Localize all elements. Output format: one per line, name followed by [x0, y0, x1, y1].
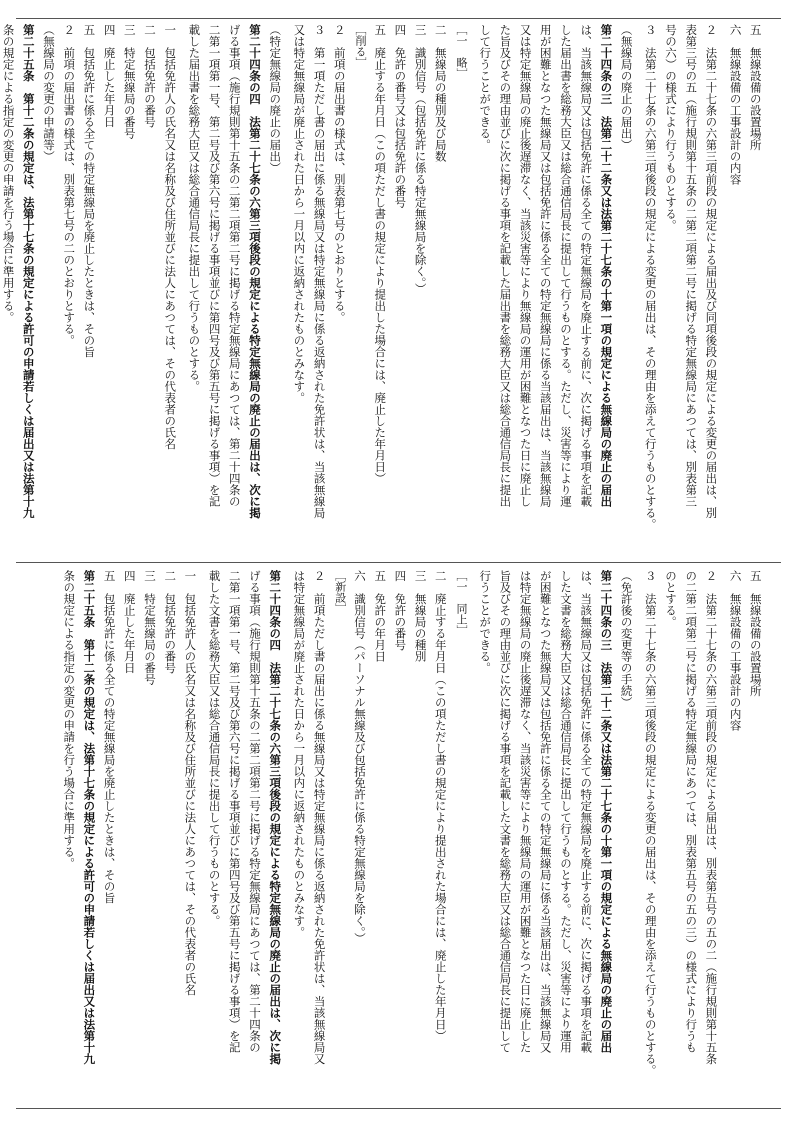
text-column: 二第一項第一号、第二号及び第六号に掲げる事項並びに第四号及び第五号に掲げる事項）を記	[207, 24, 222, 507]
text-column: 五 無線設備の設置場所	[748, 570, 763, 697]
text-column: 六 無線設備の工事設計の内容	[728, 24, 743, 185]
text-column: の二第二項第二号に掲げる特定無線局にあつては、別表第五号の五の三）の様式により行うも	[684, 570, 699, 1053]
text-column: は、当該無線局又は包括免許に係る全ての特定無線局を廃止する前に、次に掲げる事項を記載	[579, 570, 594, 1053]
text-column: 五 包括免許に係る全ての特定無線局を廃止したときは、その旨	[82, 24, 97, 358]
text-column: ［削る］	[354, 24, 367, 68]
upper-section	[1, 24, 781, 556]
middle-rule	[16, 562, 781, 563]
text-column: 条の規定による指定の変更の申請を行う場合に準用する。	[1, 24, 16, 323]
text-column: 六 識別信号（パーソナル無線及び包括免許に係る特定無線局を除く。）	[353, 570, 367, 944]
text-column: 三 無線局の種別	[413, 570, 428, 662]
text-column: した文書を総務大臣又は総合通信局長に提出して行うものとする。ただし、災害等により運用	[559, 570, 573, 1053]
text-column: 四 免許の番号又は包括免許の番号	[393, 24, 408, 208]
text-column: した届出書を総務大臣又は総合通信局長に提出して行うものとする。ただし、災害等により運	[559, 24, 573, 507]
text-column: 五 廃止する年月日（この項ただし書の規定により提出した場合には、廃止した年月日）	[373, 24, 388, 484]
text-column: 一 包括免許人の氏名又は名称及び住所並びに法人にあつては、その代表者の氏名	[183, 570, 198, 996]
text-column: は特定無線局が廃止された日から一月以内に返納されたものとみなす。	[292, 570, 307, 938]
lower-section	[16, 570, 781, 1102]
text-column: （無線局の変更の申請等）	[42, 24, 56, 162]
text-column: 載した文書を総務大臣又は総合通信局長に提出して行うものとする。	[207, 570, 222, 927]
text-column: 三 特定無線局の番号	[122, 24, 137, 139]
text-column: 四 廃止した年月日	[102, 24, 117, 128]
text-column: が困難となつた無線局又は包括免許に係る全ての特定無線局に係る当該届出は、当該無線局又	[538, 570, 553, 1053]
text-column: ［新設］	[333, 570, 347, 614]
text-column: は特定無線局の廃止後遅滞なく、当該災害等により無線局の運用が困難となつた日に廃止した	[518, 570, 533, 1053]
text-column: ３ 第一項ただし書の届出に係る無線局又は特定無線局に係る返納された免許状は、当該無線局	[312, 24, 327, 519]
text-column: 六 無線設備の工事設計の内容	[728, 570, 743, 731]
text-column: 表第三号の五（施行規則第十五条の二第二項第二号に掲げる特定無線局にあつては、別表第三	[684, 24, 699, 507]
text-column: げる事項（施行規則第十五条の二第二項第二号に掲げる特定無線局にあつては、第二十四条の	[227, 24, 242, 507]
top-rule	[16, 18, 781, 19]
text-column: 用が困難となつた無線局又は包括免許に係る全ての特定無線局に係る当該届出は、当該無線局	[538, 24, 553, 507]
text-column: ３ 法第二十七条の六第三項後段の規定による変更の届出は、その理由を添えて行うものとする。	[643, 24, 658, 530]
text-column: 第二十五条 第十二条の規定は、法第十七条の規定による許可の申請若しくは届出又は法第十九	[21, 24, 36, 519]
text-column: た旨及びその理由並びに次に掲げる事項を記載した届出書を総務大臣又は総合通信局長に提出	[498, 24, 513, 507]
text-column: 二 廃止する年月日（この項ただし書の規定により提出された場合には、廃止した年月日）	[433, 570, 448, 1042]
text-column: （免許後の変更等の手続）	[619, 570, 634, 708]
text-column: 一 包括免許人の氏名又は名称及び住所並びに法人にあつては、その代表者の氏名	[163, 24, 178, 450]
text-column: 五 包括免許に係る全ての特定無線局を廃止したときは、その旨	[102, 570, 117, 904]
text-column: 第二十四条の四 法第二十七条の六第三項後段の規定による特定無線局の廃止の届出は、次に掲	[248, 24, 262, 519]
text-column: 行うことができる。	[478, 570, 493, 674]
text-column: 条の規定による指定の変更の申請を行う場合に準用する。	[62, 570, 77, 869]
text-column: 五 無線設備の設置場所	[748, 24, 763, 151]
text-column: （無線局の廃止の届出）	[619, 24, 634, 151]
text-column: （特定無線局の廃止の届出）	[268, 24, 283, 174]
text-column: ３ 法第二十七条の六第三項後段の規定による変更の届出は、その理由を添えて行うものとする。	[643, 570, 658, 1076]
text-column: ［一 同上］	[455, 570, 468, 636]
text-column: 号の六）の様式により行うものとする。	[664, 24, 678, 231]
text-column: 二 包括免許の番号	[143, 24, 157, 128]
text-column: 二第一項第一号、第二号及び第六号に掲げる事項並びに第四号及び第五号に掲げる事項）を記	[227, 570, 242, 1053]
text-column: げる事項（施行規則第十五条の二第二項第二号に掲げる特定無線局にあつては、第二十四条の	[248, 570, 262, 1053]
text-column: ２ 法第二十七条の六第三項前段の規定による届出及び同項後段の規定による変更の届出は、別	[704, 24, 719, 519]
text-column: 又は特定無線局が廃止された日から一月以内に返納されたものとみなす。	[292, 24, 307, 404]
text-column: 四 廃止した年月日	[122, 570, 137, 674]
text-column: ２ 前項ただし書の届出に係る無線局又は特定無線局に係る返納された免許状は、当該無線局又	[312, 570, 327, 1065]
text-column: して行うことができる。	[478, 24, 493, 151]
text-column: 載した届出書を総務大臣又は総合通信局長に提出して行うものとする。	[187, 24, 202, 392]
text-column: 三 識別信号（包括免許に係る特定無線局を除く。）	[413, 24, 428, 295]
text-column: 第二十五条 第十二条の規定は、法第十七条の規定による許可の申請若しくは届出又は法第十九	[82, 570, 97, 1065]
text-column: 第二十四条の三 法第二十二条又は法第二十七条の十第一項の規定による無線局の廃止の届出	[599, 24, 614, 507]
text-column: 又は特定無線局の廃止後遅滞なく、当該災害等により無線局の運用が困難となつた日に廃止し	[518, 24, 533, 507]
bottom-rule	[16, 1108, 781, 1109]
text-column: ［一 略］	[455, 24, 468, 79]
text-column: ２ 前項の届出書の様式は、別表第七号の二のとおりとする。	[62, 24, 77, 346]
text-column: 四 免許の番号	[393, 570, 408, 651]
text-column: ２ 法第二十七条の六第三項前段の規定による届出は、別表第五号の五の二（施行規則第十五条	[704, 570, 719, 1065]
text-column: 三 特定無線局の番号	[143, 570, 157, 685]
text-column: 第二十四条の四 法第二十七条の六第三項後段の規定による特定無線局の廃止の届出は、次に掲	[268, 570, 283, 1065]
text-column: のとする。	[664, 570, 678, 628]
text-column: 二 包括免許の番号	[163, 570, 178, 674]
text-column: 旨及びその理由並びに次に掲げる事項を記載した文書を総務大臣又は総合通信局長に提出して	[498, 570, 513, 1053]
text-column: ２ 前項の届出書の様式は、別表第七号のとおりとする。	[332, 24, 347, 323]
text-column: 二 無線局の種別及び局数	[433, 24, 448, 162]
text-column: 第二十四条の三 法第二十二条又は法第二十七条の十第一項の規定による無線局の廃止の届出	[599, 570, 614, 1053]
text-column: 五 免許の年月日	[373, 570, 388, 662]
text-column: は、当該無線局又は包括免許に係る全ての特定無線局を廃止する前に、次に掲げる事項を記載	[579, 24, 594, 507]
